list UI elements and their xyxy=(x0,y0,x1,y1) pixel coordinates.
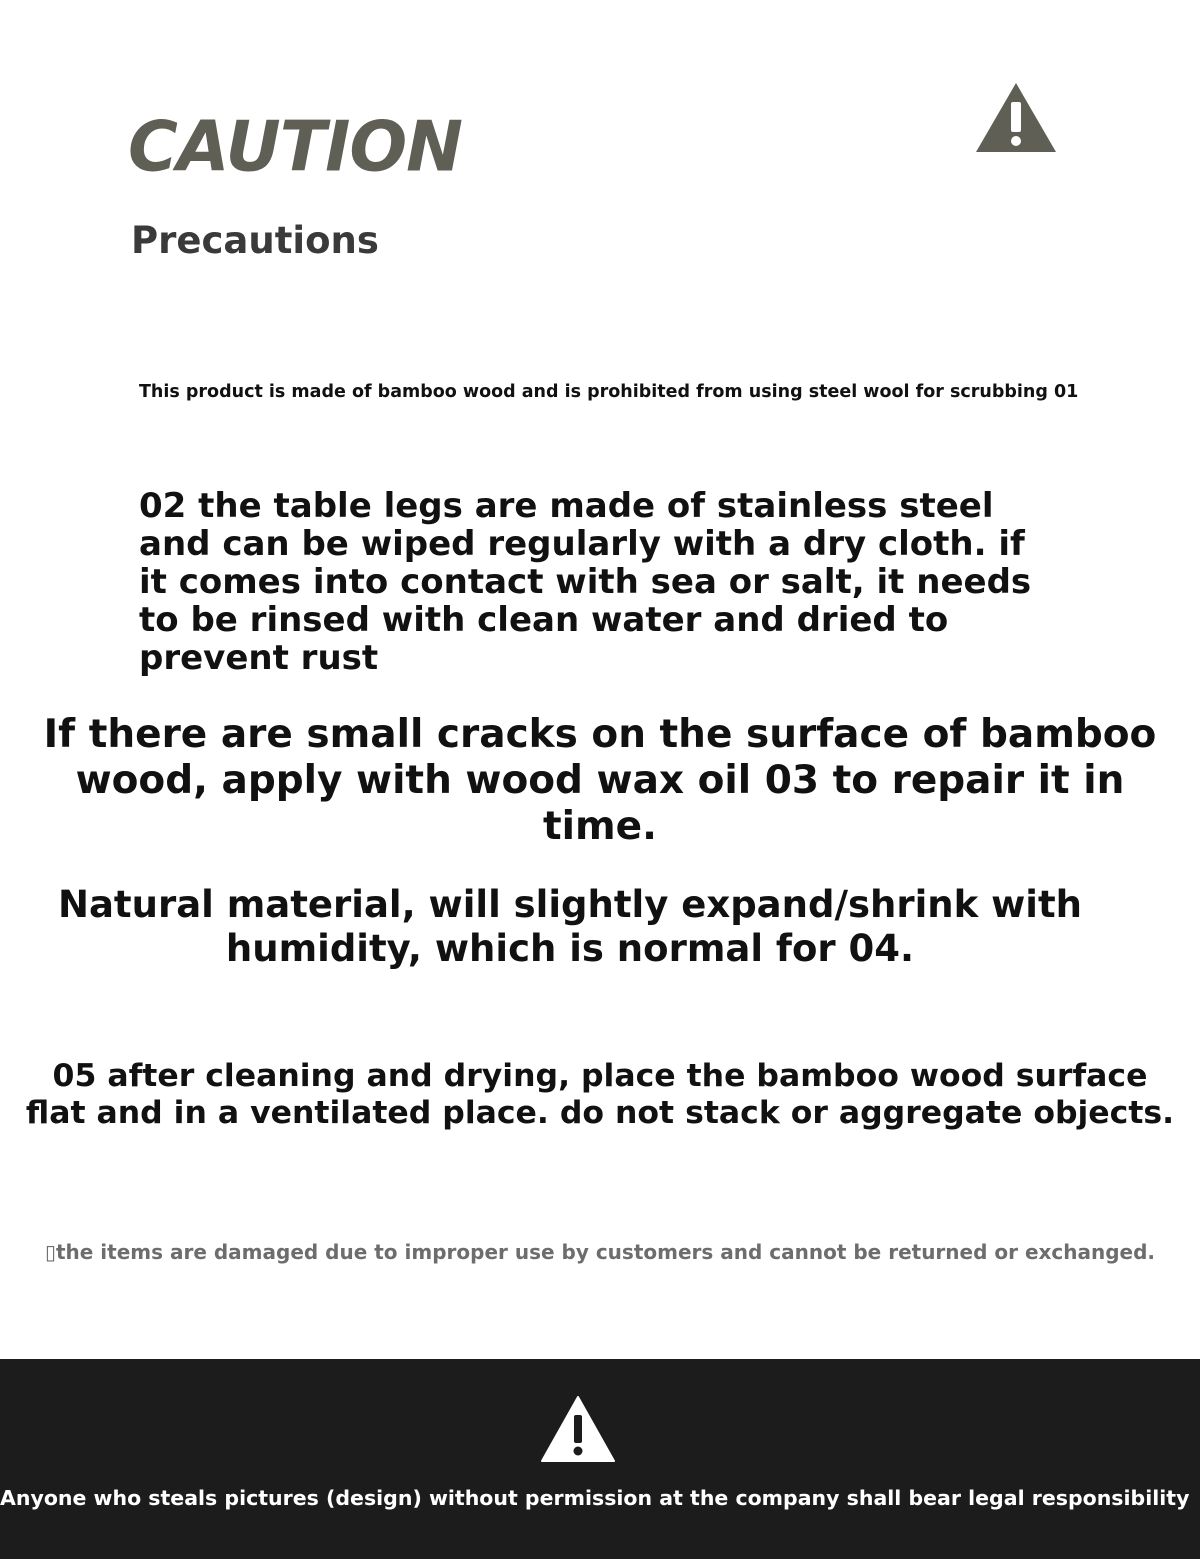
note-05: 05 after cleaning and drying, place the bamboo wood surface flat and in a ventilated place. do not stack or aggregate objects. xyxy=(25,1058,1175,1131)
page-subtitle: Precautions xyxy=(131,219,379,262)
disclaimer-text: ▯the items are damaged due to improper use by customers and cannot be returned or exchanged. xyxy=(44,1240,1156,1264)
note-02: 02 the table legs are made of stainless steel and can be wiped regularly with a dry cloth. if it comes into contact with sea or salt, it needs to be rinsed with clean water and dried to prevent rust xyxy=(139,486,1032,678)
note-04: Natural material, will slightly expand/shrink with humidity, which is normal for 04. xyxy=(57,883,1083,970)
caution-title: CAUTION xyxy=(128,107,463,188)
footer-banner xyxy=(0,1359,1200,1559)
warning-triangle-icon xyxy=(975,82,1057,154)
note-01: This product is made of bamboo wood and is prohibited from using steel wool for scrubbing 01 xyxy=(139,382,1079,402)
warning-triangle-icon xyxy=(540,1395,616,1463)
note-03: If there are small cracks on the surface of bamboo wood, apply with wood wax oil 03 to repair it in time. xyxy=(43,712,1157,849)
footer-legal-text: Anyone who steals pictures (design) without permission at the company shall bear legal responsibility xyxy=(0,1486,1190,1510)
